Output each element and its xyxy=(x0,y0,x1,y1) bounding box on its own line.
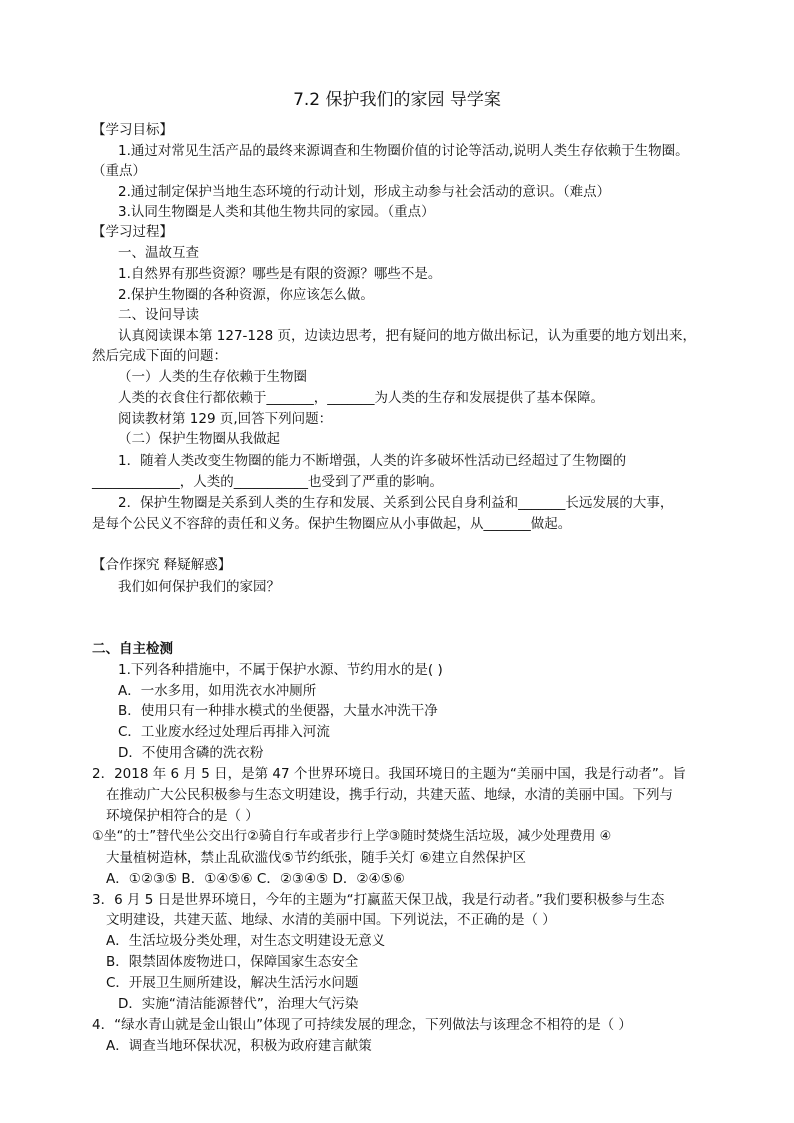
q2-line-1: 2．2018 年 6 月 5 日，是第 47 个世界环境日。我国环境日的主题为“美丽中国，我是行动者”。旨 xyxy=(92,766,686,782)
part-2-heading: （二）保护生物圈从我做起 xyxy=(118,431,280,447)
goal-3: 3.认同生物圈是人类和其他生物共同的家园。（重点） xyxy=(118,204,435,220)
q3-line-1: 3．6 月 5 日是世界环境日，今年的主题为“打赢蓝天保卫战，我是行动者。”我们要积极参与生态 xyxy=(92,892,665,908)
q2-line-5: 大量植树造林，禁止乱砍滥伐⑤节约纸张，随手关灯 ⑥建立自然保护区 xyxy=(106,850,526,866)
coop-heading: 【合作探究 释疑解惑】 xyxy=(92,557,232,573)
review-question-1: 1.自然界有那些资源？哪些是有限的资源？哪些不是。 xyxy=(118,266,442,282)
part-2-q2-line1: 2．保护生物圈是关系到人类的生存和发展、关系到公民自身利益和_______长远发展的大事， xyxy=(118,495,674,511)
q3-option-d: D．实施“清洁能源替代”，治理大气污染 xyxy=(118,996,359,1012)
q4-stem: 4．“绿水青山就是金山银山”体现了可持续发展的理念，下列做法与该理念不相符的是（ ） xyxy=(92,1017,632,1033)
q4-option-a: A．调查当地环保状况，积极为政府建言献策 xyxy=(106,1038,372,1054)
goal-1: 1.通过对常见生活产品的最终来源调查和生物圈价值的讨论等活动,说明人类生存依赖于生物圈。 xyxy=(118,143,689,159)
q2-options: A．①②③⑤ B．①④⑤⑥ C．②③④⑤ D．②④⑤⑥ xyxy=(106,871,405,887)
q2-line-2: 在推动广大公民积极参与生态文明建设，携手行动，共建天蓝、地绿，水清的美丽中国。下列与 xyxy=(106,787,673,803)
q2-line-3: 环境保护相符合的是（ ） xyxy=(106,808,259,824)
part-2-q1-line2: _____________，人类的___________也受到了严重的影响。 xyxy=(92,474,443,490)
guide-intro-2: 然后完成下面的问题： xyxy=(92,348,227,364)
q1-option-b: B．使用只有一种排水模式的坐便器，大量水冲洗干净 xyxy=(118,703,438,719)
guide-intro-1: 认真阅读课本第 127-128 页，边读边思考，把有疑问的地方做出标记，认为重要的地方划出来， xyxy=(118,328,696,344)
q1-option-c: C．工业废水经过处理后再排入河流 xyxy=(118,724,330,740)
part-2-q2-line2: 是每个公民义不容辞的责任和义务。保护生物圈应从小事做起，从_______做起。 xyxy=(92,516,572,532)
review-heading: 一、温故互查 xyxy=(118,245,199,261)
goals-heading: 【学习目标】 xyxy=(92,122,173,138)
goal-2: 2.通过制定保护当地生态环境的行动计划，形成主动参与社会活动的意识。（难点） xyxy=(118,184,611,200)
coop-question: 我们如何保护我们的家园？ xyxy=(118,579,280,595)
q3-option-c: C．开展卫生厕所建设，解决生活污水问题 xyxy=(106,975,359,991)
q1-stem: 1.下列各种措施中，不属于保护水源、节约用水的是( ) xyxy=(118,662,443,678)
goal-1-cont: （重点） xyxy=(92,163,146,179)
page-title: 7.2 保护我们的家园 导学案 xyxy=(293,90,501,110)
self-test-heading: 二、自主检测 xyxy=(92,641,173,657)
part-2-q1-line1: 1．随着人类改变生物圈的能力不断增强，人类的许多破坏性活动已经超过了生物圈的 xyxy=(118,453,627,469)
process-heading: 【学习过程】 xyxy=(92,224,173,240)
part-1-fill: 人类的衣食住行都依赖于_______，_______为人类的生存和发展提供了基本保障。 xyxy=(118,390,604,406)
q3-option-b: B．限禁固体废物进口，保障国家生态安全 xyxy=(106,954,359,970)
q2-line-4: ①坐“的士”替代坐公交出行②骑自行车或者步行上学③随时焚烧生活垃圾，减少处理费用 ④ xyxy=(92,829,612,844)
guide-heading: 二、设问导读 xyxy=(118,307,199,323)
read-129: 阅读教材第 129 页,回答下列问题： xyxy=(118,411,333,427)
q3-option-a: A．生活垃圾分类处理，对生态文明建设无意义 xyxy=(106,933,386,949)
q3-line-2: 文明建设，共建天蓝、地绿、水清的美丽中国。下列说法，不正确的是（ ） xyxy=(106,912,556,928)
part-1-heading: （一）人类的生存依赖于生物圈 xyxy=(118,369,307,385)
q1-option-a: A．一水多用，如用洗衣水冲厕所 xyxy=(118,683,317,699)
q1-option-d: D．不使用含磷的洗衣粉 xyxy=(118,745,264,761)
review-question-2: 2.保护生物圈的各种资源，你应该怎么做。 xyxy=(118,287,374,303)
